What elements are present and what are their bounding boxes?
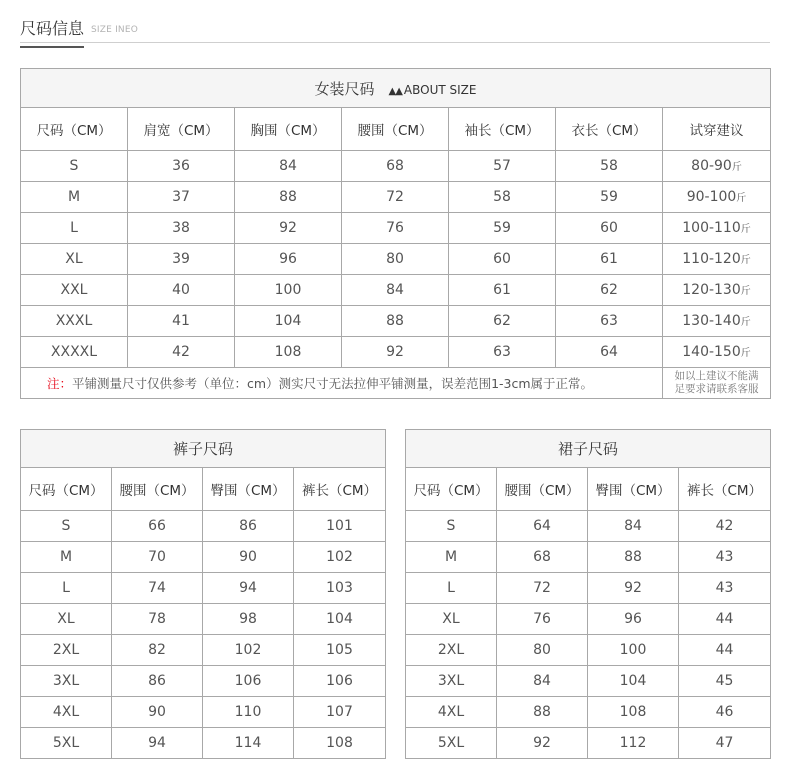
cell-value: 114: [234, 735, 262, 751]
cell-value: 63: [493, 344, 511, 360]
table-cell: [128, 275, 235, 306]
cell-value: 60: [493, 251, 511, 267]
section-header: [20, 10, 770, 43]
cell-value: 57: [493, 158, 511, 174]
cell-value: 84: [386, 282, 404, 298]
cell-value: 62: [600, 282, 618, 298]
cell-value: 2XL: [52, 642, 80, 658]
table-cell: [235, 182, 342, 213]
size-cell: [406, 697, 497, 728]
table-cell: [663, 182, 771, 213]
table-caption-row: [21, 69, 771, 108]
table-row: [21, 635, 386, 666]
column-header: 袖长（CM）: [449, 108, 556, 151]
cell-value: M: [67, 189, 81, 205]
cell-value: 80: [533, 642, 551, 658]
unit-label: 斤: [731, 162, 742, 173]
table-row: [21, 573, 386, 604]
cell-value: 104: [619, 673, 647, 689]
table-cell: [235, 213, 342, 244]
table-cell: [203, 604, 294, 635]
cell-value: 88: [279, 189, 297, 205]
size-cell: [21, 275, 128, 306]
table-cell: [663, 244, 771, 275]
table-cell: [588, 635, 679, 666]
table-cell: [588, 542, 679, 573]
cell-value: 105: [326, 642, 353, 658]
cell-value: 100: [274, 282, 302, 298]
table-cell: [294, 728, 386, 759]
unit-label: 斤: [740, 348, 751, 359]
size-cell: [21, 337, 128, 368]
table-cell: [449, 275, 556, 306]
column-header: 衣长（CM）: [556, 108, 663, 151]
table-row: [21, 275, 771, 306]
table-cell: [294, 542, 386, 573]
table-cell: [294, 511, 386, 542]
cell-value: 96: [624, 611, 642, 627]
size-cell: [21, 542, 112, 573]
cell-value: 58: [493, 189, 511, 205]
table-cell: [235, 275, 342, 306]
table-cell: [342, 275, 449, 306]
size-cell: [21, 635, 112, 666]
cell-value: 46: [715, 704, 734, 720]
cell-value: 106: [326, 673, 353, 689]
cell-value: 90: [148, 704, 166, 720]
cell-value: 107: [326, 704, 353, 720]
cell-value: 61: [600, 251, 618, 267]
cell-value: S: [69, 158, 79, 174]
cell-value: 72: [386, 189, 404, 205]
cell-value: XL: [65, 251, 83, 267]
size-cell: [21, 244, 128, 275]
unit-label: 斤: [740, 317, 751, 328]
table-cell: [128, 244, 235, 275]
cell-value: 4XL: [437, 704, 465, 720]
table-cell: [294, 635, 386, 666]
table-cell: [112, 542, 203, 573]
cell-value: 84: [533, 673, 551, 689]
cell-value: 112: [619, 735, 647, 751]
cell-value: 90-100: [686, 189, 737, 205]
table-cell: [679, 573, 771, 604]
table-cell: [588, 666, 679, 697]
advice-line: 如以上建议不能满: [674, 370, 759, 382]
cell-value: 94: [148, 735, 166, 751]
table-cell: [294, 604, 386, 635]
cell-value: 41: [172, 313, 190, 329]
cell-value: 61: [493, 282, 511, 298]
size-cell: [21, 182, 128, 213]
table-cell: [497, 604, 588, 635]
table-cell: [663, 213, 771, 244]
cell-value: 120-130: [682, 282, 741, 298]
table-cell: [663, 337, 771, 368]
table-row: [21, 604, 386, 635]
cell-value: 84: [624, 518, 642, 534]
table-cell: [588, 604, 679, 635]
cell-value: 110-120: [682, 251, 741, 267]
size-cell: [21, 306, 128, 337]
table-cell: [679, 666, 771, 697]
table-header-row: [406, 468, 771, 511]
table-cell: [679, 635, 771, 666]
cell-value: 104: [326, 611, 353, 627]
section-subtitle: SIZE INEO: [91, 25, 139, 35]
table-header-row: [21, 108, 771, 151]
cell-value: 102: [234, 642, 262, 658]
table-row: [21, 337, 771, 368]
table-cell: [128, 306, 235, 337]
size-cell: [21, 573, 112, 604]
cell-value: M: [444, 549, 458, 565]
caption-subtitle: ABOUT SIZE: [403, 82, 477, 97]
cell-value: 5XL: [437, 735, 465, 751]
cell-value: 63: [600, 313, 618, 329]
table-cell: [449, 337, 556, 368]
table-cell: [556, 213, 663, 244]
unit-label: 斤: [740, 224, 751, 235]
size-cell: [21, 666, 112, 697]
table-cell: [679, 604, 771, 635]
table-cell: [449, 244, 556, 275]
table-cell: [449, 151, 556, 182]
table-cell: [203, 635, 294, 666]
cell-value: L: [447, 580, 455, 596]
cell-value: 45: [715, 673, 734, 689]
table-cell: [679, 728, 771, 759]
table-cell: [679, 697, 771, 728]
size-cell: [406, 511, 497, 542]
cell-value: 66: [148, 518, 166, 534]
cell-value: 64: [600, 344, 618, 360]
cell-value: 43: [715, 580, 734, 596]
cell-value: XL: [442, 611, 460, 627]
cell-value: 92: [624, 580, 642, 596]
cell-value: XXXXL: [50, 344, 98, 360]
skirt-size-table: [405, 429, 771, 759]
cell-value: 140-150: [682, 344, 741, 360]
table-row: [406, 573, 771, 604]
cell-value: 44: [715, 611, 734, 627]
table-cell: [203, 666, 294, 697]
cell-value: 74: [148, 580, 166, 596]
cell-value: S: [61, 518, 71, 534]
table-row: [406, 697, 771, 728]
table-cell: [112, 697, 203, 728]
table-row: [21, 151, 771, 182]
cell-value: 110: [234, 704, 262, 720]
cell-value: L: [62, 580, 70, 596]
table-cell: [497, 697, 588, 728]
table-cell: [449, 306, 556, 337]
cell-value: 36: [172, 158, 190, 174]
cell-value: 42: [172, 344, 190, 360]
cell-value: 78: [148, 611, 166, 627]
table-cell: [556, 275, 663, 306]
cell-value: 38: [172, 220, 190, 236]
table-cell: [679, 542, 771, 573]
table-cell: [556, 151, 663, 182]
table-cell: [294, 573, 386, 604]
advice-line: 足要求请联系客服: [674, 383, 759, 395]
size-cell: [21, 151, 128, 182]
table-cell: [235, 244, 342, 275]
table-cell: [588, 728, 679, 759]
table-cell: [235, 306, 342, 337]
cell-value: 42: [715, 518, 734, 534]
cell-value: L: [70, 220, 78, 236]
cell-value: 90: [239, 549, 257, 565]
cell-value: 37: [172, 189, 190, 205]
size-cell: [21, 604, 112, 635]
table-caption: [21, 69, 771, 108]
cell-value: 60: [600, 220, 618, 236]
table-row: [21, 666, 386, 697]
table-header-row: [21, 468, 386, 511]
table-row: [406, 511, 771, 542]
section-title: 尺码信息: [20, 16, 84, 39]
table-cell: [588, 573, 679, 604]
cell-value: 80-90: [691, 158, 732, 174]
cell-value: 86: [148, 673, 166, 689]
cell-value: 2XL: [437, 642, 465, 658]
table-cell: [112, 728, 203, 759]
cell-value: 104: [274, 313, 302, 329]
table-cell: [497, 511, 588, 542]
table-cell: [342, 151, 449, 182]
table-cell: [342, 337, 449, 368]
cell-value: 70: [148, 549, 166, 565]
measurement-note: [21, 368, 663, 399]
column-header: 肩宽（CM）: [128, 108, 235, 151]
cell-value: XXL: [60, 282, 88, 298]
table-cell: [556, 337, 663, 368]
caption-title: 女装尺码: [314, 79, 375, 98]
cell-value: 88: [624, 549, 642, 565]
size-cell: [406, 728, 497, 759]
cell-value: 92: [386, 344, 404, 360]
table-cell: [497, 666, 588, 697]
table-row: [406, 666, 771, 697]
column-header: 腰围（CM）: [342, 108, 449, 151]
cell-value: 130-140: [682, 313, 741, 329]
cell-value: 94: [239, 580, 257, 596]
cell-value: 100: [619, 642, 647, 658]
table-cell: [235, 337, 342, 368]
table-cell: [203, 728, 294, 759]
cell-value: 92: [279, 220, 297, 236]
table-caption-row: [406, 430, 771, 468]
table-cell: [679, 511, 771, 542]
column-header: 尺码（CM）: [21, 108, 128, 151]
table-cell: [112, 573, 203, 604]
fit-advice-note: [663, 368, 771, 399]
table-cell: [203, 573, 294, 604]
cell-value: 88: [386, 313, 404, 329]
unit-label: 斤: [740, 255, 751, 266]
table-caption: 裤子尺码: [21, 430, 386, 468]
table-cell: [497, 728, 588, 759]
table-cell: [588, 511, 679, 542]
table-cell: [556, 182, 663, 213]
table-cell: [112, 666, 203, 697]
table-cell: [588, 697, 679, 728]
cell-value: XL: [57, 611, 75, 627]
cell-value: 68: [533, 549, 551, 565]
cell-value: 4XL: [52, 704, 80, 720]
cell-value: 59: [600, 189, 618, 205]
table-cell: [497, 573, 588, 604]
cell-value: 88: [533, 704, 551, 720]
column-header: 试穿建议: [663, 108, 771, 151]
column-header: 尺码（CM）: [406, 468, 497, 511]
table-cell: [497, 542, 588, 573]
table-caption-row: [21, 430, 386, 468]
column-header: 臀围（CM）: [588, 468, 679, 511]
table-cell: [663, 151, 771, 182]
cell-value: 82: [148, 642, 166, 658]
size-cell: [406, 666, 497, 697]
cell-value: 62: [493, 313, 511, 329]
size-cell: [21, 213, 128, 244]
table-cell: [449, 182, 556, 213]
table-cell: [342, 182, 449, 213]
cell-value: 5XL: [52, 735, 80, 751]
cell-value: 59: [493, 220, 511, 236]
size-cell: [21, 697, 112, 728]
size-cell: [21, 511, 112, 542]
cell-value: S: [446, 518, 456, 534]
column-header: 裤长（CM）: [679, 468, 771, 511]
cell-value: 103: [326, 580, 353, 596]
cell-value: 47: [715, 735, 734, 751]
cell-value: 96: [279, 251, 297, 267]
cell-value: 108: [326, 735, 353, 751]
table-cell: [128, 213, 235, 244]
table-row: [406, 635, 771, 666]
note-text: 平铺测量尺寸仅供参考（单位：cm）测实尺寸无法拉伸平铺测量，误差范围1-3cm属于正常。: [72, 376, 594, 391]
cell-value: 102: [326, 549, 353, 565]
table-cell: [342, 213, 449, 244]
table-cell: [342, 244, 449, 275]
table-row: [406, 728, 771, 759]
cell-value: 43: [715, 549, 734, 565]
table-cell: [294, 697, 386, 728]
table-cell: [663, 306, 771, 337]
column-header: 裤长（CM）: [294, 468, 386, 511]
table-cell: [203, 511, 294, 542]
cell-value: 108: [619, 704, 647, 720]
pants-size-table: [20, 429, 386, 759]
cell-value: 100-110: [682, 220, 741, 236]
table-cell: [203, 542, 294, 573]
table-row: [21, 511, 386, 542]
womens-size-table: [20, 68, 771, 399]
table-row: [406, 542, 771, 573]
cell-value: 68: [386, 158, 404, 174]
note-marker: 注：: [47, 376, 73, 391]
table-cell: [112, 635, 203, 666]
table-cell: [556, 306, 663, 337]
table-cell: [128, 151, 235, 182]
cell-value: 106: [234, 673, 262, 689]
table-cell: [497, 635, 588, 666]
table-row: [406, 604, 771, 635]
table-cell: [128, 182, 235, 213]
cell-value: 108: [274, 344, 302, 360]
cell-value: 84: [279, 158, 297, 174]
cell-value: 3XL: [437, 673, 465, 689]
table-cell: [342, 306, 449, 337]
table-row: [21, 728, 386, 759]
size-cell: [406, 542, 497, 573]
cell-value: 101: [326, 518, 353, 534]
unit-label: 斤: [736, 193, 747, 204]
cell-value: 86: [239, 518, 257, 534]
table-cell: [663, 275, 771, 306]
table-cell: [449, 213, 556, 244]
table-cell: [556, 244, 663, 275]
cell-value: 3XL: [52, 673, 80, 689]
cell-value: 44: [715, 642, 734, 658]
cell-value: 58: [600, 158, 618, 174]
table-cell: [294, 666, 386, 697]
table-row: [21, 542, 386, 573]
cell-value: M: [59, 549, 73, 565]
size-cell: [406, 573, 497, 604]
table-row: [21, 182, 771, 213]
column-header: 尺码（CM）: [21, 468, 112, 511]
cell-value: 39: [172, 251, 190, 267]
table-row: [21, 213, 771, 244]
unit-label: 斤: [740, 286, 751, 297]
table-cell: [203, 697, 294, 728]
caption-arrows-icon: ▲▲: [388, 85, 402, 97]
table-cell: [235, 151, 342, 182]
table-note-row: [21, 368, 771, 399]
table-cell: [128, 337, 235, 368]
size-cell: [21, 728, 112, 759]
cell-value: 98: [239, 611, 257, 627]
cell-value: 76: [386, 220, 404, 236]
cell-value: 76: [533, 611, 551, 627]
table-row: [21, 244, 771, 275]
cell-value: 40: [172, 282, 190, 298]
cell-value: 64: [533, 518, 551, 534]
size-cell: [406, 635, 497, 666]
table-row: [21, 697, 386, 728]
cell-value: 92: [533, 735, 551, 751]
column-header: 胸围（CM）: [235, 108, 342, 151]
cell-value: 80: [386, 251, 404, 267]
column-header: 腰围（CM）: [112, 468, 203, 511]
cell-value: XXXL: [55, 313, 93, 329]
table-cell: [112, 511, 203, 542]
table-row: [21, 306, 771, 337]
table-cell: [112, 604, 203, 635]
column-header: 臀围（CM）: [203, 468, 294, 511]
size-cell: [406, 604, 497, 635]
table-caption: 裙子尺码: [406, 430, 771, 468]
column-header: 腰围（CM）: [497, 468, 588, 511]
cell-value: 72: [533, 580, 551, 596]
